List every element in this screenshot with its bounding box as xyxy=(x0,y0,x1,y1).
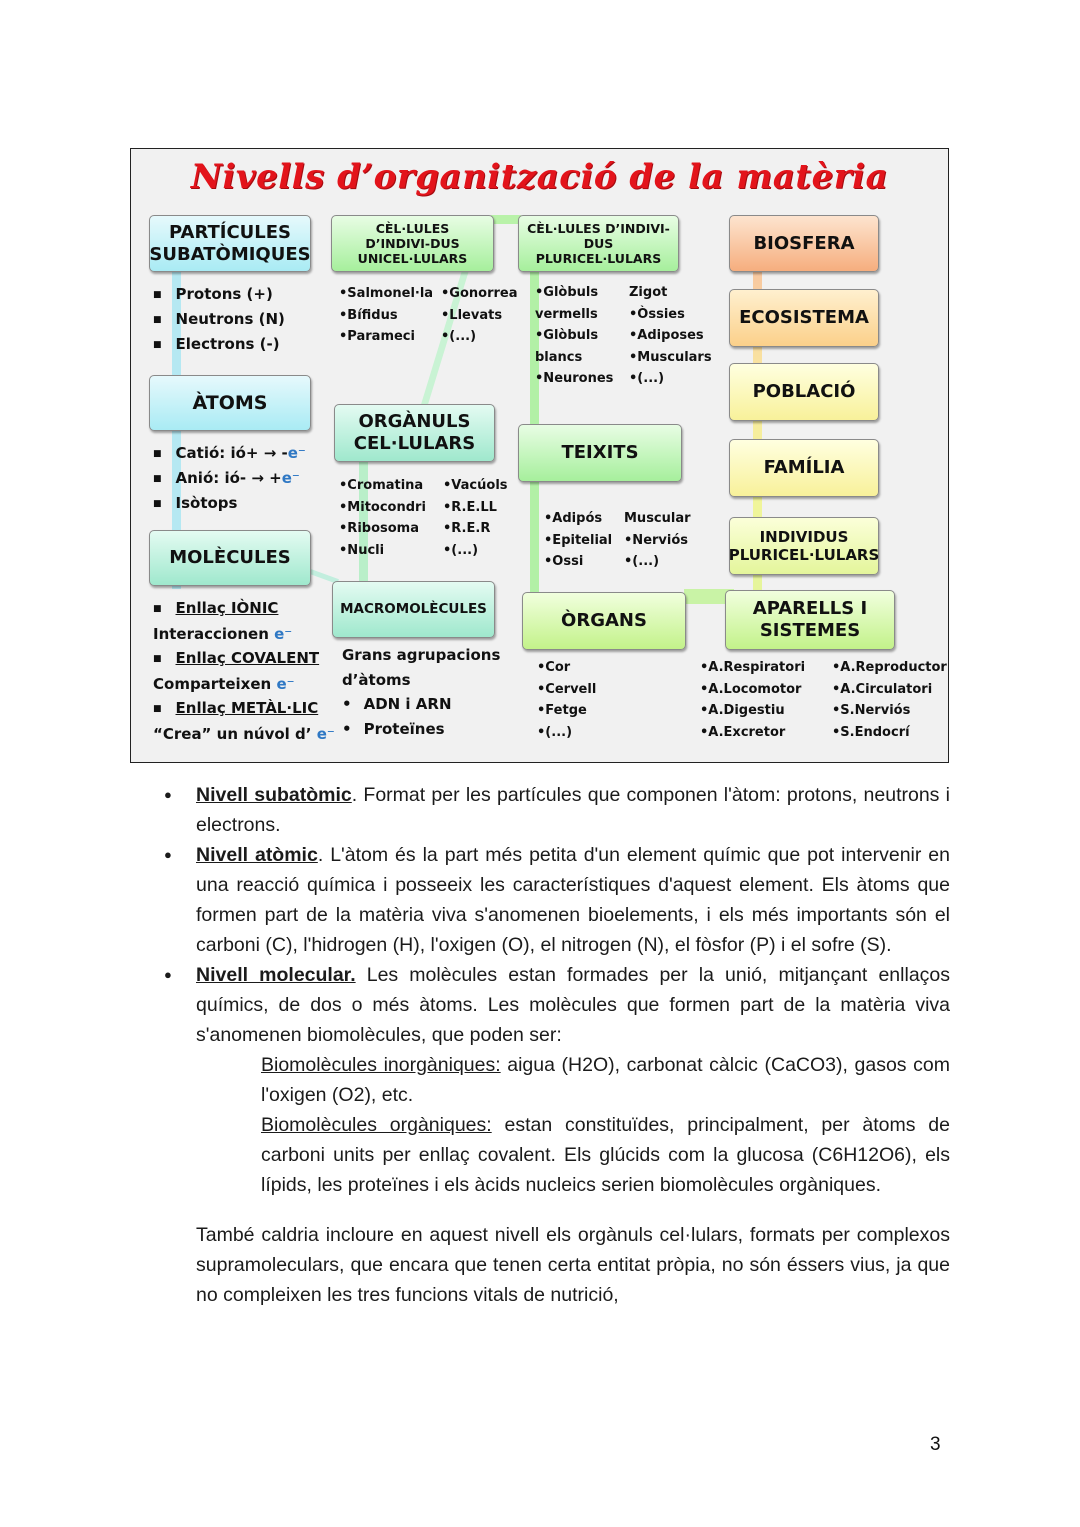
list-item: •Glòbuls xyxy=(535,285,599,300)
list-item: •Mitocondri xyxy=(339,499,426,515)
text-inorganic: aigua (H2O), carbonat càlcic (CaCO3), gasos com l'oxigen (O2), etc. xyxy=(261,1054,950,1106)
list-item: •Gonorrea xyxy=(441,286,518,301)
macromolecules-list xyxy=(342,692,452,741)
list-item: •(...) xyxy=(441,329,477,344)
list-item: •(...) xyxy=(629,371,665,386)
bond-type: Enllaç IÒNIC xyxy=(175,599,279,617)
levels-of-organization-diagram xyxy=(130,148,949,763)
organuls-list-2 xyxy=(443,475,508,561)
list-item: •(...) xyxy=(537,724,573,740)
list-item: •A.Excretor xyxy=(700,724,786,740)
bond-desc: “Crea” un núvol d’ xyxy=(153,724,317,743)
list-item: blancs xyxy=(535,349,583,365)
anio-text: Anió: ió- → + xyxy=(175,469,282,487)
paragraph-organuls: També caldria incloure en aquest nivell els orgànuls cel·lulars, formats per complexos supramoleculars, que encara que tenen certa entitat pròpia, no són éssers vius, ja que no compleixen les tres funcions vitals de nutrició, xyxy=(196,1224,950,1306)
electron-symbol: e⁻ xyxy=(287,444,306,462)
list-item: •Salmonel·la xyxy=(339,286,434,301)
bullet-molecular xyxy=(160,960,950,1050)
box-label: FAMÍLIA xyxy=(763,457,845,479)
list-item: •Musculars xyxy=(629,349,712,365)
box-poblacio xyxy=(729,363,879,421)
list-item: •Cervell xyxy=(537,681,597,697)
molecules-list xyxy=(153,596,335,746)
aparells-list-1 xyxy=(700,657,805,743)
list-item: •R.E.R xyxy=(443,521,491,536)
bond-desc: Interaccionen xyxy=(153,624,275,643)
box-label: CÈL·LULES D’INDIVI-DUS PLURICEL·LULARS xyxy=(527,221,670,266)
label-inorganic: Biomolècules inorgàniques: xyxy=(261,1054,501,1076)
bond-desc: Comparteixen xyxy=(153,674,277,693)
document-body xyxy=(160,780,950,1310)
box-organs xyxy=(522,592,686,650)
bullet-atomic xyxy=(160,840,950,960)
list-item: •A.Reproductor xyxy=(832,660,947,675)
term-subatomic: Nivell subatòmic xyxy=(196,784,352,806)
aparells-list-2 xyxy=(832,657,947,743)
box-particules-subatomiques xyxy=(149,215,311,272)
text-subatomic: . Format per les partícules que componen l'àtom: protons, neutrons i electrons. xyxy=(196,784,950,836)
list-item: •Adipós xyxy=(544,511,603,526)
list-item: •Fetge xyxy=(537,703,587,718)
list-item: •Neurones xyxy=(535,371,614,386)
organic-biomolecules xyxy=(160,1110,950,1200)
connector-line xyxy=(491,215,521,224)
box-label: ÒRGANS xyxy=(561,610,647,632)
electron-symbol: e⁻ xyxy=(274,624,293,643)
inorganic-biomolecules xyxy=(160,1050,950,1110)
particules-list xyxy=(153,282,285,357)
list-item: •Llevats xyxy=(441,307,503,323)
box-label: APARELLS I SISTEMES xyxy=(752,598,868,641)
list-item xyxy=(153,466,306,491)
pluricel-list-1 xyxy=(535,282,613,390)
list-item: vermells xyxy=(535,306,598,322)
term-atomic: Nivell atòmic xyxy=(196,844,318,866)
list-item: •A.Respiratori xyxy=(700,660,806,675)
box-molecules xyxy=(149,530,311,586)
box-label: TEIXITS xyxy=(561,442,639,464)
bond-type: Enllaç METÀL·LIC xyxy=(175,699,319,717)
list-item: •A.Circulatori xyxy=(832,681,933,697)
box-biosfera xyxy=(729,215,879,272)
bullet-subatomic xyxy=(160,780,950,840)
diagram-title: Nivells d’organització de la matèria xyxy=(190,157,889,197)
list-item: Zigot xyxy=(629,285,668,300)
electron-symbol: e⁻ xyxy=(281,469,300,487)
box-label: MOLÈCULES xyxy=(169,547,291,569)
box-label: CÈL·LULES D’INDIVI-DUS UNICEL·LULARS xyxy=(357,221,468,266)
box-label: ORGÀNULS CEL·LULARS xyxy=(353,411,476,454)
box-cellules-unicellulars xyxy=(331,215,494,272)
list-item: •A.Locomotor xyxy=(700,681,802,697)
organs-list xyxy=(537,657,596,743)
list-item xyxy=(153,646,335,672)
list-item xyxy=(153,722,335,747)
list-item xyxy=(153,622,335,647)
list-item: •S.Endocrí xyxy=(832,724,910,740)
box-atoms xyxy=(149,375,311,431)
macromolecules-desc xyxy=(342,643,500,692)
unicel-list-2 xyxy=(441,283,518,348)
box-teixits xyxy=(518,424,682,482)
list-item: • Proteïnes xyxy=(342,717,452,742)
list-item: •Nucli xyxy=(339,542,385,558)
list-item: ■ Isòtops xyxy=(153,491,306,516)
box-label: INDIVIDUS PLURICEL·LULARS xyxy=(728,528,880,564)
electron-symbol: e⁻ xyxy=(276,674,295,693)
list-item: •Òssies xyxy=(629,306,685,322)
list-item: Muscular xyxy=(624,511,691,526)
list-item: •Glòbuls xyxy=(535,328,599,343)
list-item xyxy=(153,672,335,697)
desc-line: d’àtoms xyxy=(342,670,411,689)
term-molecular: Nivell molecular. xyxy=(196,964,356,986)
unicel-list-1 xyxy=(339,283,433,348)
list-item: •Cromatina xyxy=(339,478,424,493)
page-number: 3 xyxy=(930,1434,941,1455)
list-item: •Ribosoma xyxy=(339,521,419,536)
list-item: ■ Protons (+) xyxy=(153,282,285,307)
list-item: •Parameci xyxy=(339,329,415,344)
box-ecosistema xyxy=(729,289,879,347)
teixits-list-2 xyxy=(624,508,691,573)
list-item: •S.Nerviós xyxy=(832,703,911,718)
list-item: •Bífidus xyxy=(339,307,398,323)
box-familia xyxy=(729,439,879,497)
text-atomic: . L'àtom és la part més petita d'un element químic que pot intervenir en una reacció química i posseeix les característiques d'aquest element. Els àtoms que formen part de la matèria viva s'anomenen bioelements, i els més importants són el carboni (C), l'hidrogen (H), l'oxigen (O), el nitrogen (N), el fòsfor (P) i el sofre (S). xyxy=(196,844,950,956)
box-aparells-sistemes xyxy=(725,590,895,650)
box-label: PARTÍCULES SUBATÒMIQUES xyxy=(149,221,311,265)
bond-type: Enllaç COVALENT xyxy=(175,649,320,667)
box-label: BIOSFERA xyxy=(753,232,855,254)
list-item: • ADN i ARN xyxy=(342,692,452,717)
list-item xyxy=(153,696,335,722)
box-organuls-cellulars xyxy=(334,404,495,462)
atoms-list xyxy=(153,441,306,516)
list-item: •Cor xyxy=(537,660,571,675)
box-label: ECOSISTEMA xyxy=(739,307,869,329)
pluricel-list-2 xyxy=(629,282,712,390)
catio-text: Catió: ió+ → - xyxy=(175,444,288,462)
list-item: •Vacúols xyxy=(443,478,508,493)
list-item: •Ossi xyxy=(544,554,584,569)
list-item: •Adiposes xyxy=(629,328,704,343)
label-organic: Biomolècules orgàniques: xyxy=(261,1114,492,1136)
text-molecular: Les molècules estan formades per la unió, mitjançant enllaços químics, de dos o més àtoms. Les molècules que formen part de la matèria viva s'anomenen biomolècules, que poden ser: xyxy=(196,964,951,1046)
list-item xyxy=(153,441,306,466)
list-item: ■ Neutrons (N) xyxy=(153,307,285,332)
list-item: ■ Electrons (-) xyxy=(153,332,285,357)
box-label: MACROMOLÈCULES xyxy=(340,601,487,618)
teixits-list-1 xyxy=(544,508,612,573)
electron-symbol: e⁻ xyxy=(316,724,335,743)
organuls-list-1 xyxy=(339,475,426,561)
box-cellules-pluricellulars xyxy=(518,215,679,272)
list-item: •(...) xyxy=(443,542,479,558)
desc-line: Grans agrupacions xyxy=(342,646,501,664)
box-individus-pluricellulars xyxy=(729,517,879,575)
list-item: •Epitelial xyxy=(544,532,613,548)
list-item: •Nerviós xyxy=(624,532,689,548)
box-macromolecules xyxy=(332,581,495,638)
box-label: POBLACIÓ xyxy=(752,381,856,403)
text-organic: estan constituïdes, principalment, per àtoms de carboni units per enllaç covalent. Els glúcids com la glucosa (C6H12O6), els lípids, les proteïnes i els àcids nucleics serien biomolècules orgàniques. xyxy=(261,1114,950,1196)
box-label: ÀTOMS xyxy=(192,391,268,414)
list-item: •R.E.LL xyxy=(443,499,497,515)
list-item: •(...) xyxy=(624,554,660,569)
list-item: •A.Digestiu xyxy=(700,703,785,718)
list-item xyxy=(153,596,335,622)
